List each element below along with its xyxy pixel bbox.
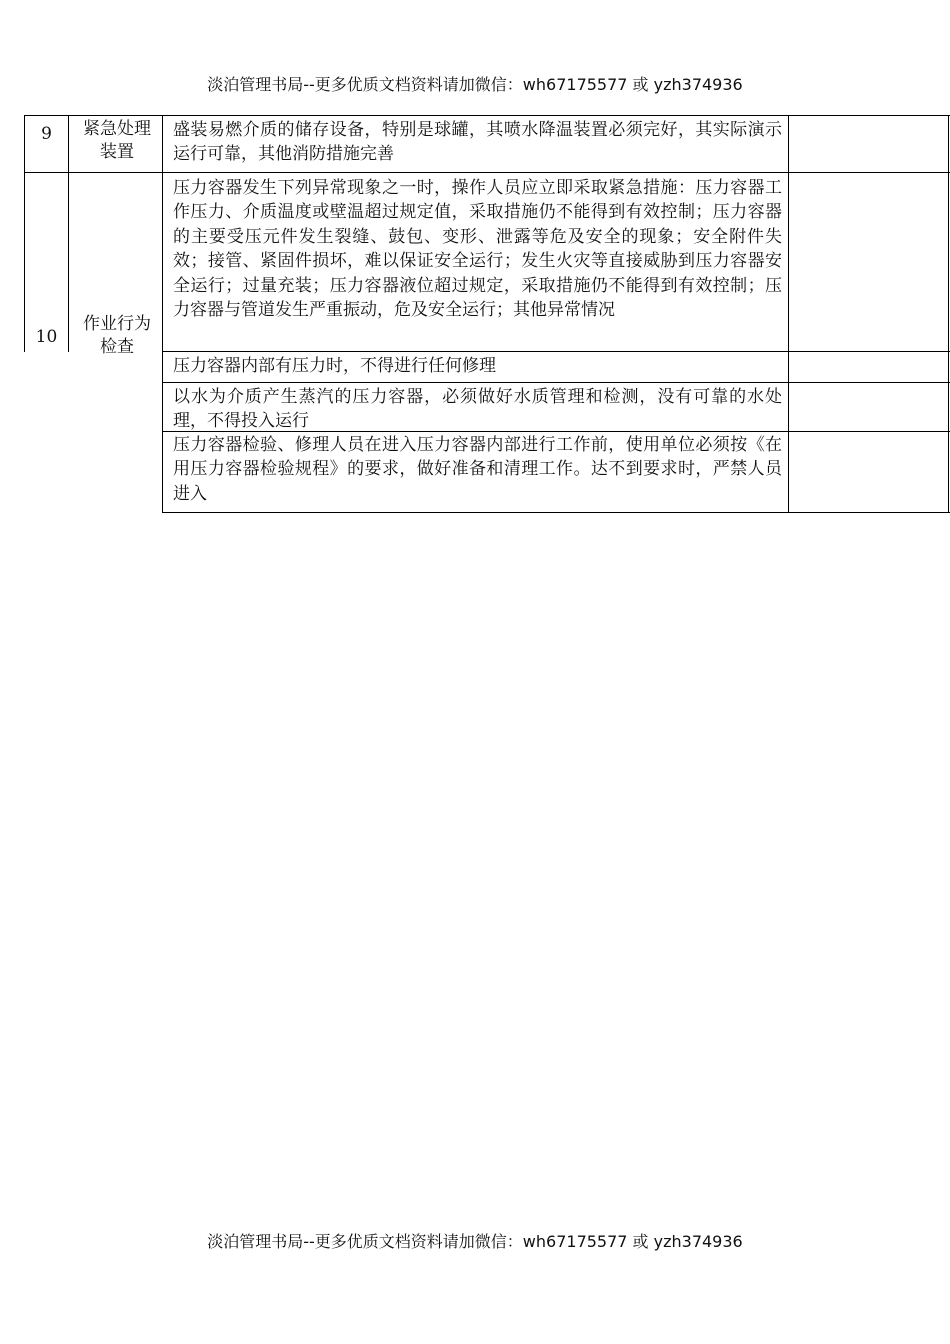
- table-right-border: [948, 115, 949, 513]
- row-10-item-1-bottom-border: [162, 351, 950, 352]
- category-col-left-border: [68, 115, 69, 352]
- row-10-item-1-result: [788, 173, 949, 351]
- row-10-item-2-bottom-border: [162, 382, 950, 383]
- row-10-item-2-content: 压力容器内部有压力时，不得进行任何修理: [173, 356, 496, 376]
- row-9-category: 紧急处理装置: [83, 119, 151, 162]
- row-10-item-1-content: 压力容器发生下列异常现象之一时，操作人员应立即采取紧急措施：压力容器工作压力、介质温度或壁温超过规定值，采取措施仍不能得到有效控制；压力容器的主要受压元件发生裂缝、鼓包、变形、泄露等危及安全的现象；安全附件失效；接管、紧固件损坏，难以保证安全运行；发生火灾等直接威胁到压力容器安全运行；过量充装；压力容器液位超过规定，采取措施仍不能得到有效控制；压力容器与管道发生严重振动，危及安全运行；其他异常情况: [173, 178, 782, 321]
- row-10-item-4-content: 压力容器检验、修理人员在进入压力容器内部进行工作前，使用单位必须按《在用压力容器检验规程》的要求，做好准备和清理工作。达不到要求时，严禁人员进入: [173, 435, 782, 504]
- content-col-left-border: [162, 115, 163, 513]
- row-10-item-4-result: [788, 432, 949, 512]
- result-col-left-border: [788, 115, 789, 513]
- row-10-item-3-result: [788, 383, 949, 431]
- number-col-left-border: [24, 115, 25, 352]
- row-9-content: 盛装易燃介质的储存设备，特别是球罐，其喷水降温装置必须完好，其实际演示运行可靠，其他消防措施完善: [173, 120, 782, 165]
- row-10-item-3-content: 以水为介质产生蒸汽的压力容器，必须做好水质管理和检测，没有可靠的水处理，不得投入运行: [173, 387, 782, 432]
- page-footer-text: 淡泊管理书局--更多优质文档资料请加微信：wh67175577 或 yzh374936: [207, 1232, 743, 1251]
- row-9-result: [788, 116, 949, 172]
- row-10-number: 10: [35, 327, 58, 347]
- row-10-item-2-result: [788, 352, 949, 382]
- page-header-text: 淡泊管理书局--更多优质文档资料请加微信：wh67175577 或 yzh374936: [207, 75, 743, 94]
- table-bottom-border: [162, 512, 950, 513]
- row-10-category: 作业行为检查: [83, 314, 151, 357]
- row-10-item-3-bottom-border: [162, 431, 950, 432]
- row-9-number: 9: [41, 124, 52, 144]
